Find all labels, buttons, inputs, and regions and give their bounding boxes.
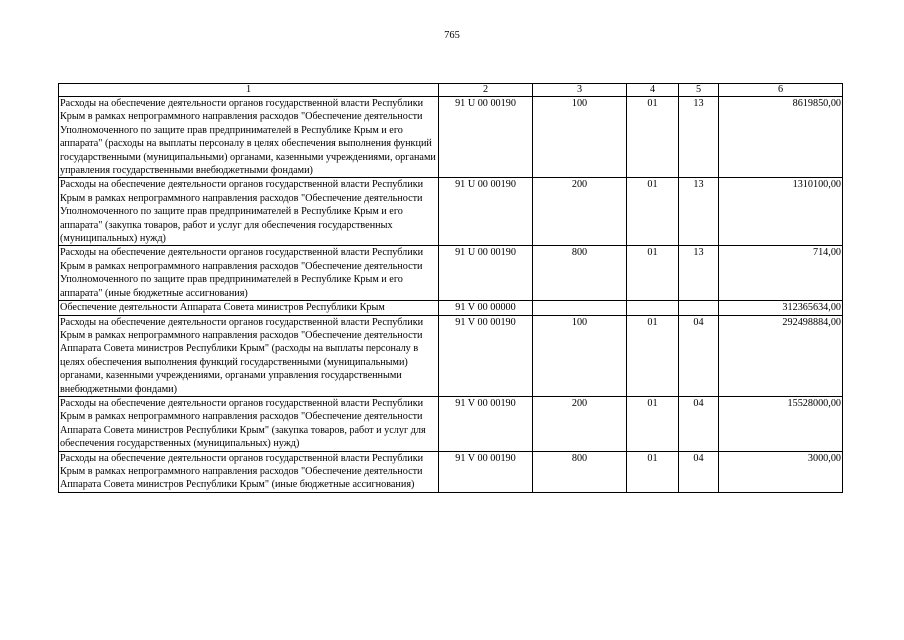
row-target-article: 91 U 00 00190 (439, 97, 533, 178)
row-section: 01 (627, 396, 679, 451)
row-amount: 312365634,00 (719, 301, 843, 315)
header-col-3: 3 (533, 84, 627, 97)
row-target-article: 91 U 00 00190 (439, 178, 533, 246)
table-row (59, 396, 843, 451)
row-section: 01 (627, 315, 679, 396)
row-expense-type: 100 (533, 97, 627, 178)
table-row (59, 246, 843, 301)
row-subsection (679, 301, 719, 315)
row-section: 01 (627, 97, 679, 178)
row-expense-type (533, 301, 627, 315)
row-amount: 8619850,00 (719, 97, 843, 178)
table-row (59, 97, 843, 178)
table-row (59, 315, 843, 396)
header-col-5: 5 (679, 84, 719, 97)
row-name: Обеспечение деятельности Аппарата Совета министров Республики Крым (59, 301, 439, 315)
row-name: Расходы на обеспечение деятельности органов государственной власти Республики Крым в рамках непрограммного направления расходов "Обеспечение деятельности Уполномоченного по защите прав предпринимателей в Республике Крым и его аппарата" (закупка товаров, работ и услуг для обеспечения государственных (муниципальных) нужд) (59, 178, 439, 246)
row-amount: 3000,00 (719, 451, 843, 492)
row-subsection: 13 (679, 246, 719, 301)
row-subsection: 13 (679, 97, 719, 178)
row-subsection: 04 (679, 315, 719, 396)
row-section: 01 (627, 246, 679, 301)
row-amount: 714,00 (719, 246, 843, 301)
row-amount: 1310100,00 (719, 178, 843, 246)
row-expense-type: 200 (533, 396, 627, 451)
row-subsection: 04 (679, 451, 719, 492)
row-section: 01 (627, 178, 679, 246)
row-expense-type: 200 (533, 178, 627, 246)
header-col-4: 4 (627, 84, 679, 97)
row-section: 01 (627, 451, 679, 492)
row-expense-type: 100 (533, 315, 627, 396)
row-section (627, 301, 679, 315)
header-col-2: 2 (439, 84, 533, 97)
row-subsection: 04 (679, 396, 719, 451)
budget-table (58, 83, 843, 493)
row-target-article: 91 V 00 00190 (439, 396, 533, 451)
row-subsection: 13 (679, 178, 719, 246)
row-amount: 15528000,00 (719, 396, 843, 451)
row-name: Расходы на обеспечение деятельности органов государственной власти Республики Крым в рамках непрограммного направления расходов "Обеспечение деятельности Аппарата Совета министров Республики Крым" (расходы на выплаты персоналу в целях обеспечения выполнения функций государственными (муниципальными) органами, казенными учреждениями, органами управления государственными внебюджетными фондами) (59, 315, 439, 396)
table-row (59, 301, 843, 315)
page-number: 765 (444, 30, 460, 41)
row-target-article: 91 V 00 00190 (439, 451, 533, 492)
row-target-article: 91 V 00 00190 (439, 315, 533, 396)
row-name: Расходы на обеспечение деятельности органов государственной власти Республики Крым в рамках непрограммного направления расходов "Обеспечение деятельности Уполномоченного по защите прав предпринимателей в Республике Крым и его аппарата" (иные бюджетные ассигнования) (59, 246, 439, 301)
row-expense-type: 800 (533, 451, 627, 492)
row-expense-type: 800 (533, 246, 627, 301)
row-target-article: 91 V 00 00000 (439, 301, 533, 315)
table-row (59, 178, 843, 246)
header-col-1: 1 (59, 84, 439, 97)
header-col-6: 6 (719, 84, 843, 97)
row-target-article: 91 U 00 00190 (439, 246, 533, 301)
row-name: Расходы на обеспечение деятельности органов государственной власти Республики Крым в рамках непрограммного направления расходов "Обеспечение деятельности Аппарата Совета министров Республики Крым" (закупка товаров, работ и услуг для обеспечения государственных (муниципальных) нужд) (59, 396, 439, 451)
table-row (59, 451, 843, 492)
header-row (59, 84, 843, 97)
row-amount: 292498884,00 (719, 315, 843, 396)
row-name: Расходы на обеспечение деятельности органов государственной власти Республики Крым в рамках непрограммного направления расходов "Обеспечение деятельности Аппарата Совета министров Республики Крым" (иные бюджетные ассигнования) (59, 451, 439, 492)
row-name: Расходы на обеспечение деятельности органов государственной власти Республики Крым в рамках непрограммного направления расходов "Обеспечение деятельности Уполномоченного по защите прав предпринимателей в Республике Крым и его аппарата" (расходы на выплаты персоналу в целях обеспечения выполнения функций государственными (муниципальными) органами, казенными учреждениями, органами управления государственными внебюджетными фондами) (59, 97, 439, 178)
